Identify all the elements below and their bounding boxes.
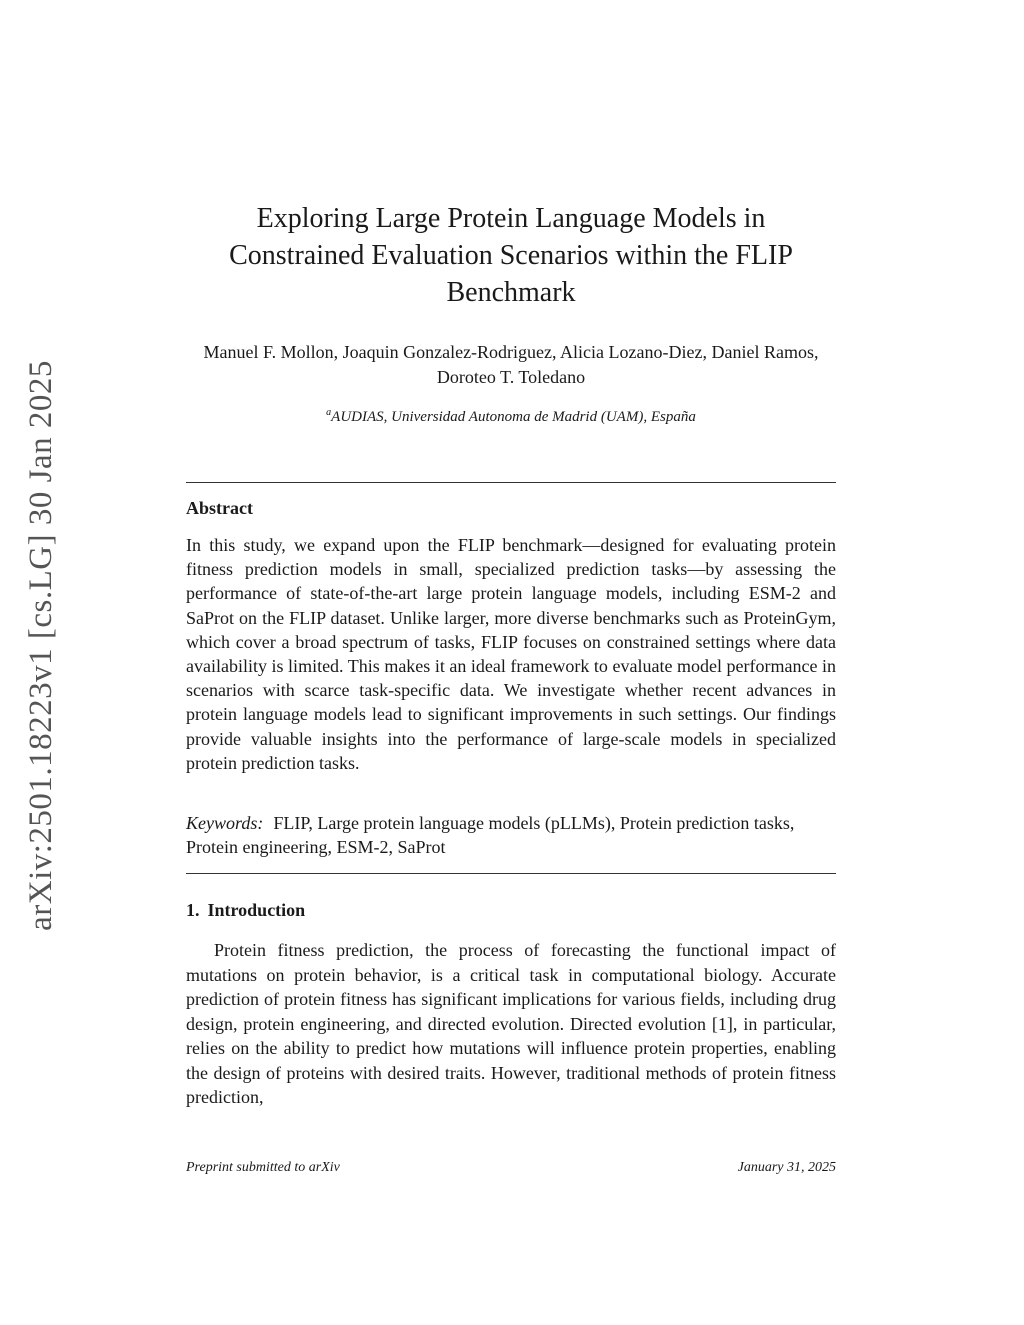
section-title: Introduction bbox=[207, 900, 306, 920]
arxiv-stamp-text: arXiv:2501.18223v1 [cs.LG] 30 Jan 2025 bbox=[22, 359, 59, 931]
abstract-bottom-rule bbox=[186, 873, 836, 874]
footer-preprint-note: Preprint submitted to arXiv bbox=[186, 1160, 340, 1175]
introduction-heading bbox=[186, 900, 305, 921]
abstract-top-rule bbox=[186, 482, 836, 483]
paper-title: Exploring Large Protein Language Models in Constrained Evaluation Scenarios within the FLIP Benchmark bbox=[229, 203, 793, 308]
arxiv-identifier-stamp bbox=[14, 340, 68, 950]
affiliation-mark: a bbox=[326, 407, 332, 418]
abstract-heading: Abstract bbox=[186, 498, 253, 518]
keywords bbox=[186, 811, 836, 859]
affiliation bbox=[186, 402, 836, 428]
introduction-text: Protein fitness prediction, the process of forecasting the functional impact of mutations on protein behavior, is a critical task in computational biology. Accurate prediction of protein fitness has significant implications for various fields, including drug design, protein engineering, and directed evolution. Directed evolution [1], in particular, relies on the ability to predict how mutations will influence protein properties, enabling the design of proteins with desired traits. However, traditional methods of protein fitness prediction, bbox=[186, 940, 836, 1107]
footer-date: January 31, 2025 bbox=[737, 1160, 836, 1175]
keywords-label: Keywords: bbox=[186, 813, 264, 833]
section-number: 1. bbox=[186, 900, 200, 920]
keywords-text: FLIP, Large protein language models (pLLMs), Protein prediction tasks, Protein engineering, ESM-2, SaProt bbox=[186, 813, 795, 857]
author-list: Manuel F. Mollon, Joaquin Gonzalez-Rodriguez, Alicia Lozano-Diez, Daniel Ramos, Doroteo T. Toledano bbox=[203, 342, 819, 387]
affiliation-text: AUDIAS, Universidad Autonoma de Madrid (UAM), España bbox=[331, 409, 696, 425]
abstract-text: In this study, we expand upon the FLIP benchmark—designed for evaluating protein fitness prediction models in small, specialized prediction tasks—by assessing the performance of state-of-the-art large protein language models, including ESM-2 and SaProt on the FLIP dataset. Unlike larger, more diverse benchmarks such as ProteinGym, which cover a broad spectrum of tasks, FLIP focuses on constrained settings where data availability is limited. This makes it an ideal framework to evaluate model performance in scenarios with scarce task-specific data. We investigate whether recent advances in protein language models lead to significant improvements in such settings. Our findings provide valuable insights into the performance of large-scale models in specialized protein prediction tasks. bbox=[186, 535, 836, 773]
